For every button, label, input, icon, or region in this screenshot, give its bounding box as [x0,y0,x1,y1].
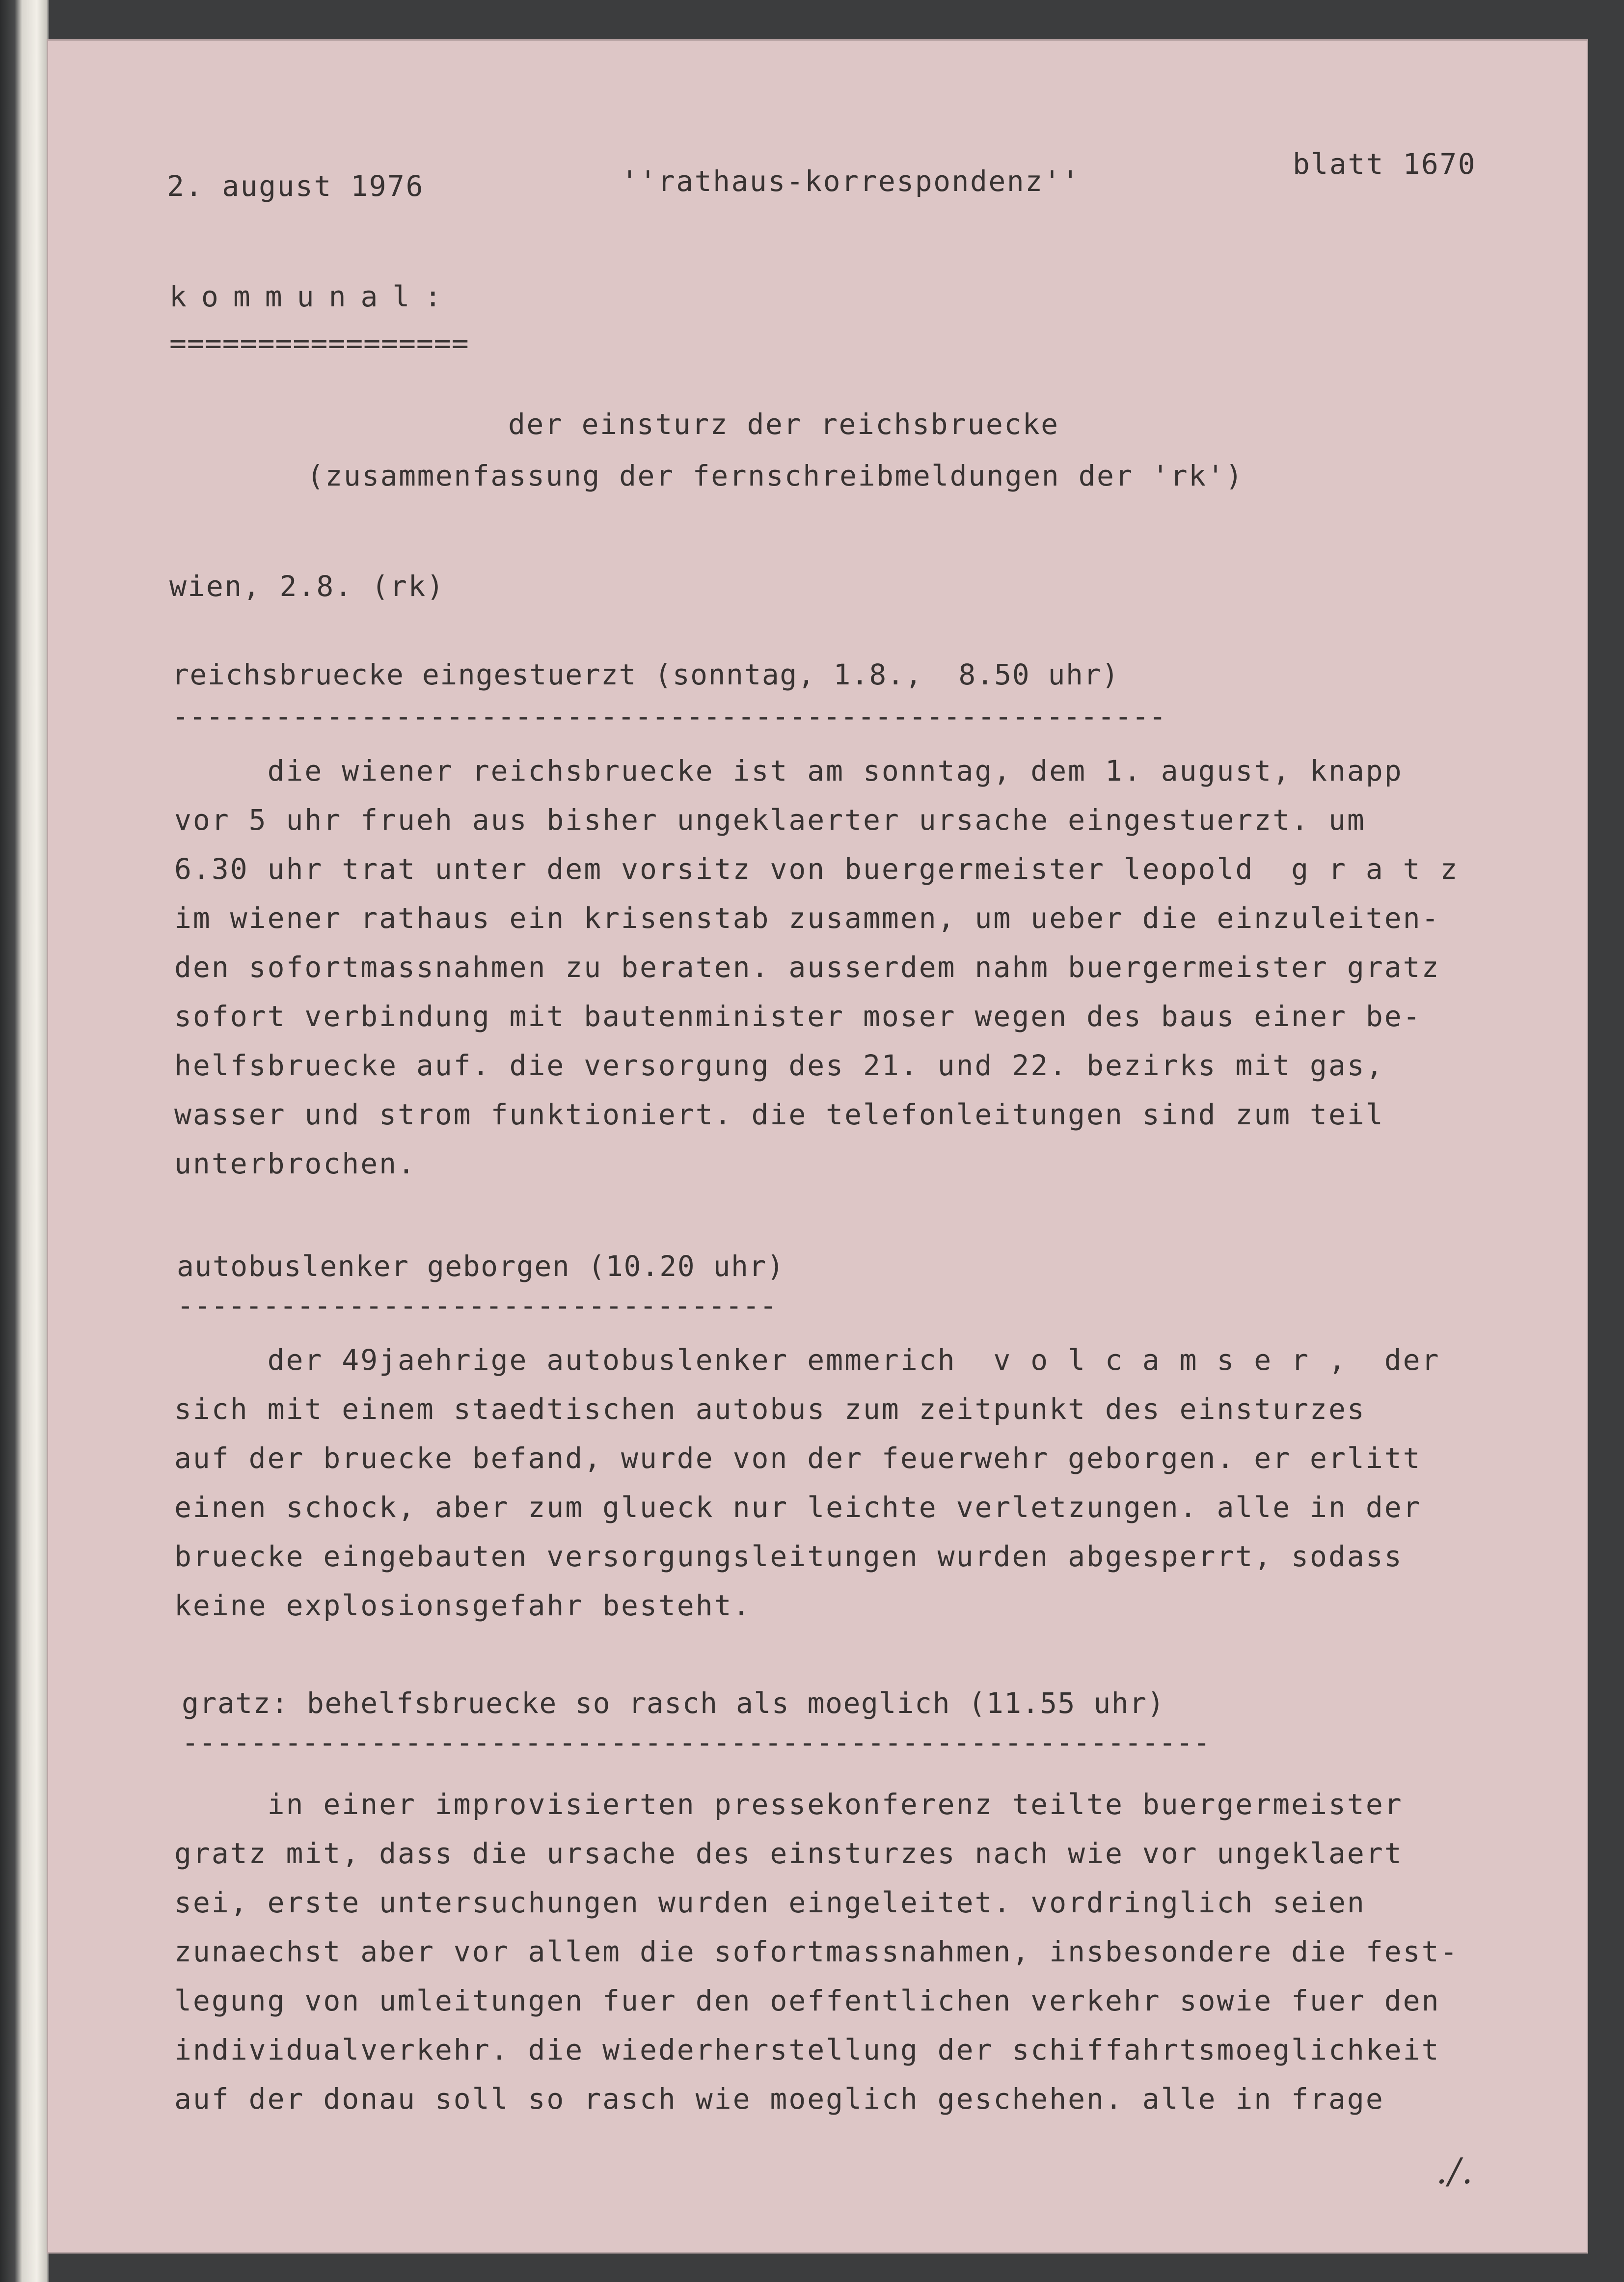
header-sheet-number: blatt 1670 [1293,147,1477,181]
text-line: individualverkehr. die wiederherstellung der schiffahrtsmoeglichkeit [174,2033,1440,2066]
subheading-rule-1: ---------------------------------------------------------- [172,700,1166,733]
text-line: sei, erste untersuchungen wurden eingeleitet. vordringlich seien [174,1886,1366,1919]
title-line-2: (zusammenfassung der fernschreibmeldungen der 'rk') [307,459,1244,492]
paragraph-3 [174,1780,1598,2123]
text-line: der 49jaehrige autobuslenker emmerich v o l c a m s e r , der [174,1343,1440,1377]
text-line: den sofortmassnahmen zu beraten. ausserdem nahm buergermeister gratz [174,951,1440,984]
text-line: im wiener rathaus ein krisenstab zusammen, um ueber die einzuleiten- [174,901,1440,935]
header-date: 2. august 1976 [167,169,424,203]
text-line: in einer improvisierten pressekonferenz teilte buergermeister [174,1788,1403,1821]
subheading-2: autobuslenker geborgen (10.20 uhr) [177,1250,785,1283]
subheading-rule-3: ------------------------------------------------------------ [182,1726,1211,1759]
subheading-1: reichsbruecke eingestuerzt (sonntag, 1.8., 8.50 uhr) [172,658,1120,691]
text-line: auf der donau soll so rasch wie moeglich geschehen. alle in frage [174,2082,1384,2116]
dateline: wien, 2.8. (rk) [169,570,445,603]
paragraph-2 [174,1335,1598,1630]
document-page [47,39,1588,2254]
paragraph-1 [174,746,1598,1188]
text-line: einen schock, aber zum glueck nur leichte verletzungen. alle in der [174,1491,1422,1524]
text-line: bruecke eingebauten versorgungsleitungen wurden abgesperrt, sodass [174,1540,1403,1573]
text-line: legung von umleitungen fuer den oeffentlichen verkehr sowie fuer den [174,1984,1440,2017]
title-line-1: der einsturz der reichsbruecke [508,408,1059,441]
text-line: sofort verbindung mit bautenminister moser wegen des baus einer be- [174,1000,1422,1033]
header-publication: ''rathaus-korrespondenz'' [621,164,1081,198]
text-line: sich mit einem staedtischen autobus zum zeitpunkt des einsturzes [174,1392,1366,1426]
text-line: 6.30 uhr trat unter dem vorsitz von buergermeister leopold g r a t z [174,852,1459,886]
text-line: auf der bruecke befand, wurde von der feuerwehr geborgen. er erlitt [174,1441,1422,1475]
subheading-rule-2: ----------------------------------- [177,1289,777,1322]
section-underline: ================= [169,326,469,360]
text-line: zunaechst aber vor allem die sofortmassnahmen, insbesondere die fest- [174,1935,1459,1968]
text-line: gratz mit, dass die ursache des einsturzes nach wie vor ungeklaert [174,1837,1403,1870]
text-line: wasser und strom funktioniert. die telefonleitungen sind zum teil [174,1098,1384,1131]
text-line: keine explosionsgefahr besteht. [174,1589,752,1622]
text-line: vor 5 uhr frueh aus bisher ungeklaerter ursache eingestuerzt. um [174,803,1366,837]
continuation-mark: ./. [1436,2150,1474,2192]
subheading-3: gratz: behelfsbruecke so rasch als moeglich (11.55 uhr) [182,1686,1165,1720]
text-line: unterbrochen. [174,1147,416,1180]
book-binding [0,0,49,2282]
text-line: helfsbruecke auf. die versorgung des 21. und 22. bezirks mit gas, [174,1049,1384,1082]
text-line: die wiener reichsbruecke ist am sonntag, dem 1. august, knapp [174,754,1403,788]
section-label: kommunal: [169,280,457,313]
